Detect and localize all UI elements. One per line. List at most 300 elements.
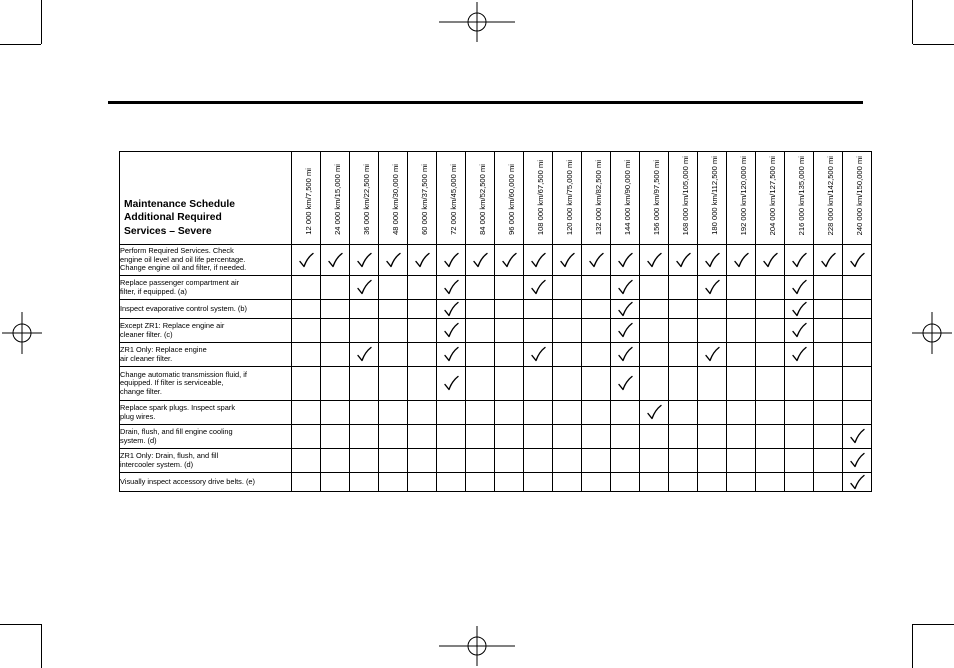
interval-cell [379,367,408,401]
interval-label: 204 000 km/127,500 mi [767,155,777,235]
interval-cell [350,401,379,425]
interval-label: 48 000 km/30,000 mi [390,164,400,235]
interval-cell [292,300,321,319]
interval-cell [292,449,321,473]
service-description [120,449,292,473]
interval-cell [843,245,872,276]
checkmark-icon [443,346,459,362]
interval-cell [611,425,640,449]
interval-cell [350,425,379,449]
checkmark-icon [733,252,749,268]
service-text-line: Change engine oil and filter, if needed. [120,263,247,273]
interval-cell [814,276,843,300]
interval-cell [524,319,553,343]
crop-mark-bottom-right-vertical [912,624,913,668]
interval-cell [727,425,756,449]
service-text-line: Visually inspect accessory drive belts. (e) [120,476,256,486]
interval-header-cell [640,152,669,245]
checkmark-icon [849,474,865,490]
interval-cell [785,367,814,401]
interval-cell [669,276,698,300]
interval-header-cell [582,152,611,245]
interval-label: 96 000 km/60,000 mi [506,164,516,235]
service-text-line: ZR1 Only: Drain, flush, and fill [120,451,219,461]
interval-cell [611,367,640,401]
interval-cell [756,367,785,401]
interval-cell [582,343,611,367]
interval-header-cell [408,152,437,245]
checkmark-icon [356,346,372,362]
interval-cell [785,300,814,319]
service-description [120,343,292,367]
checkmark-icon [298,252,314,268]
interval-cell [495,473,524,492]
interval-cell [727,449,756,473]
service-text-line: plug wires. [120,411,156,421]
checkmark-icon [617,252,633,268]
checkmark-icon [327,252,343,268]
interval-cell [379,319,408,343]
interval-cell [408,276,437,300]
interval-cell [466,276,495,300]
interval-cell [292,367,321,401]
interval-cell [756,401,785,425]
interval-cell [524,449,553,473]
interval-cell [669,367,698,401]
table-row [120,449,872,473]
interval-cell [611,245,640,276]
registration-mark-left [2,312,42,354]
checkmark-icon [385,252,401,268]
interval-label: 240 000 km/150,000 mi [854,155,864,235]
interval-label: 228 000 km/142,500 mi [825,155,835,235]
service-description [120,425,292,449]
table-row [120,300,872,319]
interval-cell [756,300,785,319]
crop-mark-top-left-vertical [41,0,42,44]
checkmark-icon [443,279,459,295]
interval-cell [640,473,669,492]
interval-header-cell [437,152,466,245]
interval-cell [814,343,843,367]
interval-cell [785,319,814,343]
interval-cell [843,276,872,300]
checkmark-icon [820,252,836,268]
interval-header-cell [814,152,843,245]
interval-cell [350,473,379,492]
checkmark-icon [675,252,691,268]
interval-cell [553,367,582,401]
checkmark-icon [617,279,633,295]
interval-cell [640,300,669,319]
interval-cell [756,245,785,276]
interval-cell [640,425,669,449]
interval-cell [611,473,640,492]
interval-cell [727,276,756,300]
interval-cell [524,367,553,401]
checkmark-icon [791,346,807,362]
registration-mark-right [912,312,952,354]
interval-cell [292,401,321,425]
checkmark-icon [443,322,459,338]
schedule-body [120,245,872,492]
interval-cell [437,449,466,473]
checkmark-icon [617,301,633,317]
interval-cell [814,245,843,276]
interval-cell [321,343,350,367]
service-description [120,473,292,492]
table-row [120,473,872,492]
checkmark-icon [588,252,604,268]
table-row [120,425,872,449]
interval-cell [292,343,321,367]
interval-cell [466,449,495,473]
interval-cell [379,300,408,319]
interval-cell [640,276,669,300]
interval-cell [814,319,843,343]
interval-cell [582,276,611,300]
service-text-line: cleaner filter. (c) [120,329,173,339]
interval-cell [466,245,495,276]
interval-cell [669,245,698,276]
interval-header-cell [843,152,872,245]
checkmark-icon [704,346,720,362]
interval-cell [292,245,321,276]
interval-header-cell [495,152,524,245]
interval-cell [669,425,698,449]
interval-cell [611,343,640,367]
interval-cell [466,367,495,401]
checkmark-icon [849,428,865,444]
interval-cell [321,367,350,401]
interval-cell [350,276,379,300]
interval-label: 156 000 km/97,500 mi [651,159,661,235]
interval-cell [611,401,640,425]
interval-cell [814,367,843,401]
interval-cell [669,319,698,343]
interval-cell [292,473,321,492]
interval-cell [698,245,727,276]
interval-cell [495,401,524,425]
interval-cell [524,245,553,276]
service-text-line: air cleaner filter. [120,353,173,363]
interval-cell [292,276,321,300]
checkmark-icon [791,279,807,295]
interval-cell [698,276,727,300]
interval-cell [408,343,437,367]
interval-header-cell [466,152,495,245]
interval-cell [350,449,379,473]
interval-header-cell [321,152,350,245]
interval-cell [379,343,408,367]
interval-cell [756,343,785,367]
interval-cell [727,300,756,319]
interval-label: 144 000 km/90,000 mi [622,159,632,235]
checkmark-icon [849,252,865,268]
table-row [120,245,872,276]
crop-mark-bottom-left-horizontal [0,624,41,625]
interval-cell [843,343,872,367]
interval-cell [495,425,524,449]
interval-cell [524,425,553,449]
interval-cell [698,300,727,319]
interval-header-cell [350,152,379,245]
interval-cell [785,343,814,367]
checkmark-icon [472,252,488,268]
checkmark-icon [791,301,807,317]
service-text-line: Except ZR1: Replace engine air [120,321,225,331]
interval-cell [785,276,814,300]
interval-label: 132 000 km/82,500 mi [593,159,603,235]
checkmark-icon [443,301,459,317]
interval-cell [408,319,437,343]
interval-cell [640,367,669,401]
interval-cell [669,449,698,473]
interval-cell [669,473,698,492]
interval-cell [524,343,553,367]
interval-cell [437,245,466,276]
interval-cell [524,473,553,492]
interval-cell [321,276,350,300]
interval-cell [814,401,843,425]
service-text-line: system. (d) [120,435,157,445]
service-description [120,276,292,300]
checkmark-icon [617,375,633,391]
interval-cell [843,300,872,319]
interval-cell [582,245,611,276]
interval-label: 168 000 km/105,000 mi [680,155,690,235]
interval-cell [437,473,466,492]
interval-cell [292,319,321,343]
interval-cell [669,343,698,367]
checkmark-icon [356,279,372,295]
interval-cell [553,425,582,449]
interval-cell [379,401,408,425]
interval-cell [727,473,756,492]
service-text-line: filter, if equipped. (a) [120,286,187,296]
checkmark-icon [559,252,575,268]
interval-cell [553,473,582,492]
interval-cell [785,473,814,492]
interval-header-cell [698,152,727,245]
interval-cell [321,401,350,425]
interval-cell [321,425,350,449]
interval-cell [669,401,698,425]
interval-label: 60 000 km/37,500 mi [419,164,429,235]
interval-cell [553,245,582,276]
interval-cell [756,449,785,473]
interval-cell [408,245,437,276]
interval-cell [582,425,611,449]
checkmark-icon [646,252,662,268]
checkmark-icon [617,346,633,362]
interval-cell [350,245,379,276]
crop-mark-top-right-vertical [912,0,913,44]
interval-cell [379,449,408,473]
table-row [120,276,872,300]
table-row [120,401,872,425]
interval-cell [437,343,466,367]
interval-cell [582,319,611,343]
interval-cell [814,473,843,492]
interval-cell [524,300,553,319]
interval-cell [553,343,582,367]
table-row [120,367,872,401]
interval-cell [408,473,437,492]
service-text-line: ZR1 Only: Replace engine [120,345,207,355]
interval-cell [379,245,408,276]
interval-cell [785,449,814,473]
service-description [120,300,292,319]
interval-cell [727,319,756,343]
crop-mark-top-right-horizontal [913,44,954,45]
interval-label: 36 000 km/22,500 mi [361,164,371,235]
interval-cell [698,425,727,449]
interval-cell [669,300,698,319]
interval-cell [379,276,408,300]
table-title [120,152,292,245]
interval-cell [698,473,727,492]
interval-cell [814,300,843,319]
interval-cell [466,319,495,343]
interval-cell [814,425,843,449]
interval-cell [843,449,872,473]
interval-cell [843,401,872,425]
interval-cell [524,276,553,300]
table-title-line: Services – Severe [124,225,212,237]
interval-cell [843,367,872,401]
interval-cell [495,319,524,343]
interval-cell [785,401,814,425]
interval-cell [350,300,379,319]
checkmark-icon [762,252,778,268]
interval-header-row [120,152,872,245]
interval-cell [466,343,495,367]
interval-header-cell [379,152,408,245]
checkmark-icon [356,252,372,268]
service-text-line: Change automatic transmission fluid, if [120,369,247,379]
interval-cell [495,300,524,319]
interval-cell [553,276,582,300]
interval-cell [350,343,379,367]
interval-cell [437,401,466,425]
interval-cell [698,367,727,401]
checkmark-icon [646,404,662,420]
interval-cell [727,245,756,276]
interval-cell [437,276,466,300]
interval-cell [611,449,640,473]
interval-label: 24 000 km/15,000 mi [332,164,342,235]
interval-cell [727,401,756,425]
interval-cell [408,300,437,319]
interval-cell [756,276,785,300]
service-text-line: Drain, flush, and fill engine cooling [120,427,233,437]
service-description [120,367,292,401]
interval-cell [698,319,727,343]
interval-cell [553,319,582,343]
interval-cell [698,343,727,367]
checkmark-icon [849,452,865,468]
service-text-line: change filter. [120,386,162,396]
interval-cell [350,367,379,401]
interval-label: 216 000 km/135,000 mi [796,155,806,235]
interval-cell [553,401,582,425]
header-rule [108,101,863,104]
interval-cell [611,300,640,319]
interval-cell [408,401,437,425]
interval-cell [466,300,495,319]
interval-cell [640,449,669,473]
checkmark-icon [617,322,633,338]
interval-cell [437,319,466,343]
service-text-line: engine oil level and oil life percentage. [120,254,246,264]
interval-cell [582,449,611,473]
checkmark-icon [530,346,546,362]
interval-label: 108 000 km/67,500 mi [535,159,545,235]
interval-cell [321,449,350,473]
interval-cell [495,367,524,401]
interval-cell [756,425,785,449]
interval-header-cell [756,152,785,245]
registration-mark-top [439,2,515,42]
interval-cell [814,449,843,473]
interval-cell [437,425,466,449]
interval-cell [437,300,466,319]
interval-cell [321,300,350,319]
interval-cell [727,367,756,401]
interval-cell [843,425,872,449]
checkmark-icon [501,252,517,268]
interval-cell [321,473,350,492]
interval-cell [495,343,524,367]
table-title-line: Additional Required [124,212,222,223]
interval-cell [582,367,611,401]
interval-cell [495,276,524,300]
interval-cell [640,319,669,343]
interval-cell [553,300,582,319]
interval-cell [495,245,524,276]
interval-header-cell [611,152,640,245]
checkmark-icon [530,279,546,295]
service-description [120,245,292,276]
interval-cell [698,449,727,473]
interval-header-cell [524,152,553,245]
interval-cell [524,401,553,425]
table-row [120,319,872,343]
registration-mark-bottom [439,626,515,666]
interval-cell [379,473,408,492]
maintenance-schedule-table [119,151,872,492]
interval-cell [756,319,785,343]
checkmark-icon [791,322,807,338]
interval-cell [408,367,437,401]
interval-header-cell [727,152,756,245]
interval-cell [582,401,611,425]
service-text-line: Replace passenger compartment air [120,278,240,288]
service-description [120,319,292,343]
checkmark-icon [414,252,430,268]
crop-mark-bottom-left-vertical [41,624,42,668]
interval-cell [466,425,495,449]
checkmark-icon [443,252,459,268]
interval-cell [785,425,814,449]
interval-label: 72 000 km/45,000 mi [448,164,458,235]
interval-cell [321,319,350,343]
interval-header-cell [553,152,582,245]
interval-cell [611,276,640,300]
interval-cell [785,245,814,276]
service-text-line: Replace spark plugs. Inspect spark [120,403,236,413]
